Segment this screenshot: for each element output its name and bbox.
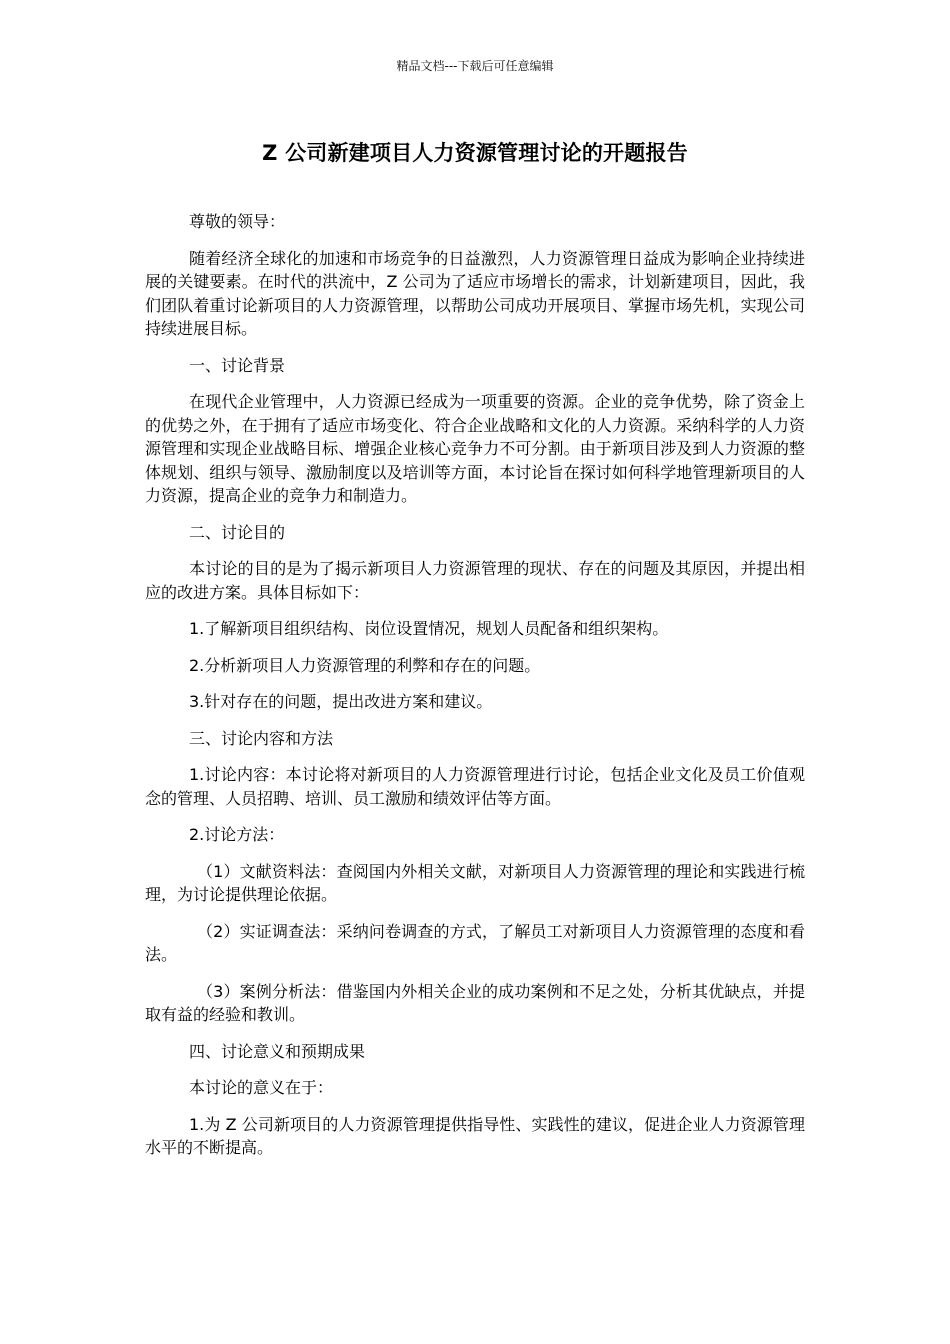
purpose-paragraph: 本讨论的目的是为了揭示新项目人力资源管理的现状、存在的问题及其原因，并提出相应的改进方案。具体目标如下：	[145, 559, 805, 602]
section-heading-content-methods: 三、讨论内容和方法	[189, 728, 334, 748]
salutation: 尊敬的领导：	[189, 212, 286, 231]
content-paragraph: 1.讨论内容：本讨论将对新项目的人力资源管理进行讨论，包括企业文化及员工价值观念的管理、人员招聘、培训、员工激励和绩效评估等方面。	[145, 765, 805, 808]
header-note: 精品文档---下载后可任意编辑	[396, 59, 554, 73]
background-paragraph: 在现代企业管理中，人力资源已经成为一项重要的资源。企业的竞争优势，除了资金上的优势之外，在于拥有了适应市场变化、符合企业战略和文化的人力资源。采纳科学的人力资源管理和实现企业战略目标、增强企业核心竞争力不可分割。由于新项目涉及到人力资源的整体规划、组织与领导、激励制度以及培训等方面，本讨论旨在探讨如何科学地管理新项目的人力资源，提高企业的竞争力和制造力。	[145, 392, 805, 505]
purpose-item-2: 2.分析新项目人力资源管理的利弊和存在的问题。	[189, 655, 541, 675]
document-body	[145, 210, 805, 1173]
methods-heading: 2.讨论方法：	[189, 825, 285, 844]
purpose-item-3: 3.针对存在的问题，提出改进方案和建议。	[189, 692, 493, 711]
method-item-1: （1）文献资料法：查阅国内外相关文献，对新项目人力资源管理的理论和实践进行梳理，为讨论提供理论依据。	[145, 861, 805, 904]
document-title: Z 公司新建项目人力资源管理讨论的开题报告	[262, 141, 688, 165]
section-heading-purpose: 二、讨论目的	[189, 522, 286, 542]
significance-item-1: 1.为 Z 公司新项目的人力资源管理提供指导性、实践性的建议，促进企业人力资源管理水平的不断提高。	[145, 1114, 805, 1157]
intro-paragraph: 随着经济全球化的加速和市场竞争的日益激烈，人力资源管理日益成为影响企业持续进展的关键要素。在时代的洪流中，Z 公司为了适应市场增长的需求，计划新建项目，因此，我们团队着重讨论新项目的人力资源管理，以帮助公司成功开展项目、掌握市场先机，实现公司持续进展目标。	[145, 248, 805, 338]
section-heading-background: 一、讨论背景	[189, 355, 286, 375]
purpose-item-1: 1.了解新项目组织结构、岗位设置情况，规划人员配备和组织架构。	[189, 619, 669, 638]
method-item-2: （2）实证调查法：采纳问卷调查的方式，了解员工对新项目人力资源管理的态度和看法。	[145, 921, 805, 964]
section-heading-significance: 四、讨论意义和预期成果	[189, 1041, 366, 1061]
method-item-3: （3）案例分析法：借鉴国内外相关企业的成功案例和不足之处，分析其优缺点，并提取有益的经验和教训。	[145, 981, 805, 1024]
significance-intro: 本讨论的意义在于：	[189, 1078, 334, 1097]
